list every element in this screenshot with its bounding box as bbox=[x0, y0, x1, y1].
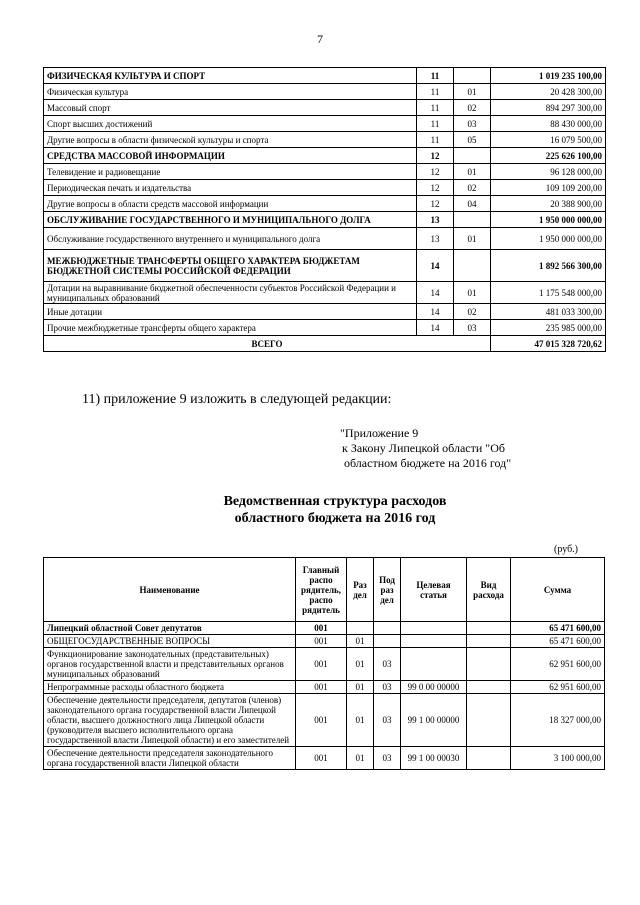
row-name: Другие вопросы в области средств массовой информации bbox=[44, 196, 417, 212]
row-amount: 1 892 566 300,00 bbox=[491, 250, 606, 282]
row-target: 99 1 00 00000 bbox=[401, 694, 467, 747]
row-amount: 481 033 300,00 bbox=[491, 304, 606, 320]
row-admin: 001 bbox=[296, 635, 347, 648]
row-target: 99 1 00 00030 bbox=[401, 747, 467, 770]
row-subsection: 05 bbox=[454, 132, 491, 148]
row-name: Периодическая печать и издательства bbox=[44, 180, 417, 196]
table-row bbox=[44, 622, 605, 635]
row-subsection bbox=[454, 68, 491, 84]
row-section: 13 bbox=[417, 212, 454, 228]
table-row bbox=[44, 132, 606, 148]
row-name: Обслуживание государственного внутреннего и муниципального долга bbox=[44, 228, 417, 250]
table-row bbox=[44, 304, 606, 320]
amendment-paragraph: 11) приложение 9 изложить в следующей редакции: bbox=[82, 392, 392, 407]
row-section: 11 bbox=[417, 132, 454, 148]
row-subsection: 03 bbox=[374, 648, 401, 681]
row-subsection: 03 bbox=[454, 320, 491, 336]
row-section: 12 bbox=[417, 180, 454, 196]
row-amount: 1 019 235 100,00 bbox=[491, 68, 606, 84]
row-section: 01 bbox=[347, 747, 374, 770]
table-row bbox=[44, 116, 606, 132]
total-amount: 47 015 328 720,62 bbox=[491, 336, 606, 352]
row-section: 11 bbox=[417, 116, 454, 132]
row-name: Телевидение и радиовещание bbox=[44, 164, 417, 180]
row-section: 11 bbox=[417, 68, 454, 84]
row-amount: 109 109 200,00 bbox=[491, 180, 606, 196]
row-name: Непрограммные расходы областного бюджета bbox=[44, 681, 296, 694]
row-name: Дотации на выравнивание бюджетной обеспеченности субъектов Российской Федерации и муниципальных образований bbox=[44, 282, 417, 304]
row-section: 14 bbox=[417, 250, 454, 282]
row-section: 14 bbox=[417, 304, 454, 320]
header-expense-type: Вид расхода bbox=[467, 558, 511, 622]
row-name: МЕЖБЮДЖЕТНЫЕ ТРАНСФЕРТЫ ОБЩЕГО ХАРАКТЕРА БЮДЖЕТАМ БЮДЖЕТНОЙ СИСТЕМЫ РОССИЙСКОЙ ФЕДЕРАЦИИ bbox=[44, 250, 417, 282]
title-line: областного бюджета на 2016 год bbox=[234, 511, 436, 526]
row-subsection: 03 bbox=[374, 681, 401, 694]
row-subsection: 01 bbox=[454, 84, 491, 100]
row-subsection: 01 bbox=[454, 282, 491, 304]
row-section: 01 bbox=[347, 635, 374, 648]
table-row bbox=[44, 212, 606, 228]
row-section: 12 bbox=[417, 164, 454, 180]
row-amount: 1 950 000 000,00 bbox=[491, 228, 606, 250]
table-row bbox=[44, 68, 606, 84]
row-expense-type bbox=[467, 648, 511, 681]
row-amount: 1 950 000 000,00 bbox=[491, 212, 606, 228]
row-amount: 235 985 000,00 bbox=[491, 320, 606, 336]
row-amount: 3 100 000,00 bbox=[511, 747, 605, 770]
row-name: СРЕДСТВА МАССОВОЙ ИНФОРМАЦИИ bbox=[44, 148, 417, 164]
row-target bbox=[401, 635, 467, 648]
row-section: 01 bbox=[347, 648, 374, 681]
row-name: Функционирование законодательных (представительных) органов государственной власти и представительных органов муниципальных образований bbox=[44, 648, 296, 681]
row-name: Обеспечение деятельности председателя законодательного органа государственной власти Липецкой области bbox=[44, 747, 296, 770]
header-section: Раз дел bbox=[347, 558, 374, 622]
row-subsection: 02 bbox=[454, 304, 491, 320]
row-section: 13 bbox=[417, 228, 454, 250]
table-header-row bbox=[44, 558, 605, 622]
header-admin: Главный распо рядитель, распо рядитель bbox=[296, 558, 347, 622]
table-row bbox=[44, 747, 605, 770]
header-subsection: Под раз дел bbox=[374, 558, 401, 622]
row-admin: 001 bbox=[296, 747, 347, 770]
row-amount: 894 297 300,00 bbox=[491, 100, 606, 116]
row-subsection bbox=[374, 635, 401, 648]
row-admin: 001 bbox=[296, 648, 347, 681]
row-section: 11 bbox=[417, 100, 454, 116]
row-amount: 62 951 600,00 bbox=[511, 681, 605, 694]
row-section: 01 bbox=[347, 694, 374, 747]
row-name: Физическая культура bbox=[44, 84, 417, 100]
header-amount: Сумма bbox=[511, 558, 605, 622]
row-amount: 1 175 548 000,00 bbox=[491, 282, 606, 304]
row-subsection: 01 bbox=[454, 164, 491, 180]
table-row bbox=[44, 648, 605, 681]
row-subsection: 01 bbox=[454, 228, 491, 250]
row-subsection: 02 bbox=[454, 180, 491, 196]
row-expense-type bbox=[467, 622, 511, 635]
row-amount: 20 388 900,00 bbox=[491, 196, 606, 212]
row-section: 14 bbox=[417, 282, 454, 304]
annex-reference bbox=[340, 426, 511, 471]
header-target: Целевая статья bbox=[401, 558, 467, 622]
table-row bbox=[44, 84, 606, 100]
row-section: 11 bbox=[417, 84, 454, 100]
table-row bbox=[44, 164, 606, 180]
table-row bbox=[44, 180, 606, 196]
row-expense-type bbox=[467, 747, 511, 770]
document-title bbox=[0, 493, 640, 527]
annex-line: областном бюджете на 2016 год" bbox=[344, 456, 512, 470]
row-amount: 65 471 600,00 bbox=[511, 635, 605, 648]
row-name: Спорт высших достижений bbox=[44, 116, 417, 132]
row-amount: 225 626 100,00 bbox=[491, 148, 606, 164]
row-subsection: 03 bbox=[374, 747, 401, 770]
row-amount: 20 428 300,00 bbox=[491, 84, 606, 100]
row-expense-type bbox=[467, 635, 511, 648]
table-row bbox=[44, 681, 605, 694]
header-name: Наименование bbox=[44, 558, 296, 622]
title-line: Ведомственная структура расходов bbox=[223, 494, 447, 509]
row-subsection bbox=[454, 148, 491, 164]
row-subsection bbox=[454, 250, 491, 282]
annex-line: "Приложение 9 bbox=[340, 426, 419, 440]
row-name: ОБЩЕГОСУДАРСТВЕННЫЕ ВОПРОСЫ bbox=[44, 635, 296, 648]
table-row bbox=[44, 635, 605, 648]
row-name: Обеспечение деятельности председателя, депутатов (членов) законодательного органа государственной власти Липецкой области, высшего должностного лица Липецкой области (руководителя высшего исполнительного органа государственной власти Липецкой области) и его заместителей bbox=[44, 694, 296, 747]
row-name: ФИЗИЧЕСКАЯ КУЛЬТУРА И СПОРТ bbox=[44, 68, 417, 84]
total-label: ВСЕГО bbox=[44, 336, 491, 352]
row-name: Массовый спорт bbox=[44, 100, 417, 116]
row-target bbox=[401, 648, 467, 681]
row-subsection: 04 bbox=[454, 196, 491, 212]
departmental-structure-table bbox=[43, 557, 605, 770]
row-expense-type bbox=[467, 681, 511, 694]
row-admin: 001 bbox=[296, 681, 347, 694]
row-admin: 001 bbox=[296, 622, 347, 635]
total-row bbox=[44, 336, 606, 352]
row-section: 01 bbox=[347, 681, 374, 694]
row-target bbox=[401, 622, 467, 635]
row-expense-type bbox=[467, 694, 511, 747]
table-row bbox=[44, 250, 606, 282]
row-subsection: 02 bbox=[454, 100, 491, 116]
row-subsection bbox=[454, 212, 491, 228]
row-name: ОБСЛУЖИВАНИЕ ГОСУДАРСТВЕННОГО И МУНИЦИПАЛЬНОГО ДОЛГА bbox=[44, 212, 417, 228]
page-number: 7 bbox=[317, 32, 323, 46]
annex-line: к Закону Липецкой области "Об bbox=[342, 441, 505, 455]
row-section: 12 bbox=[417, 196, 454, 212]
row-section bbox=[347, 622, 374, 635]
row-admin: 001 bbox=[296, 694, 347, 747]
row-section: 14 bbox=[417, 320, 454, 336]
row-name: Другие вопросы в области физической культуры и спорта bbox=[44, 132, 417, 148]
table-row bbox=[44, 694, 605, 747]
row-target: 99 0 00 00000 bbox=[401, 681, 467, 694]
table-row bbox=[44, 196, 606, 212]
row-name: Иные дотации bbox=[44, 304, 417, 320]
expenditure-sections-table bbox=[43, 67, 606, 352]
table-row bbox=[44, 320, 606, 336]
currency-unit: (руб.) bbox=[554, 544, 578, 555]
row-subsection: 03 bbox=[374, 694, 401, 747]
row-amount: 96 128 000,00 bbox=[491, 164, 606, 180]
row-subsection bbox=[374, 622, 401, 635]
row-amount: 62 951 600,00 bbox=[511, 648, 605, 681]
row-name: Прочие межбюджетные трансферты общего характера bbox=[44, 320, 417, 336]
row-amount: 65 471 600,00 bbox=[511, 622, 605, 635]
row-section: 12 bbox=[417, 148, 454, 164]
row-name: Липецкий областной Совет депутатов bbox=[44, 622, 296, 635]
table-row bbox=[44, 100, 606, 116]
table-row bbox=[44, 228, 606, 250]
table-row bbox=[44, 148, 606, 164]
row-amount: 16 079 500,00 bbox=[491, 132, 606, 148]
row-amount: 88 430 000,00 bbox=[491, 116, 606, 132]
table-row bbox=[44, 282, 606, 304]
row-amount: 18 327 000,00 bbox=[511, 694, 605, 747]
row-subsection: 03 bbox=[454, 116, 491, 132]
